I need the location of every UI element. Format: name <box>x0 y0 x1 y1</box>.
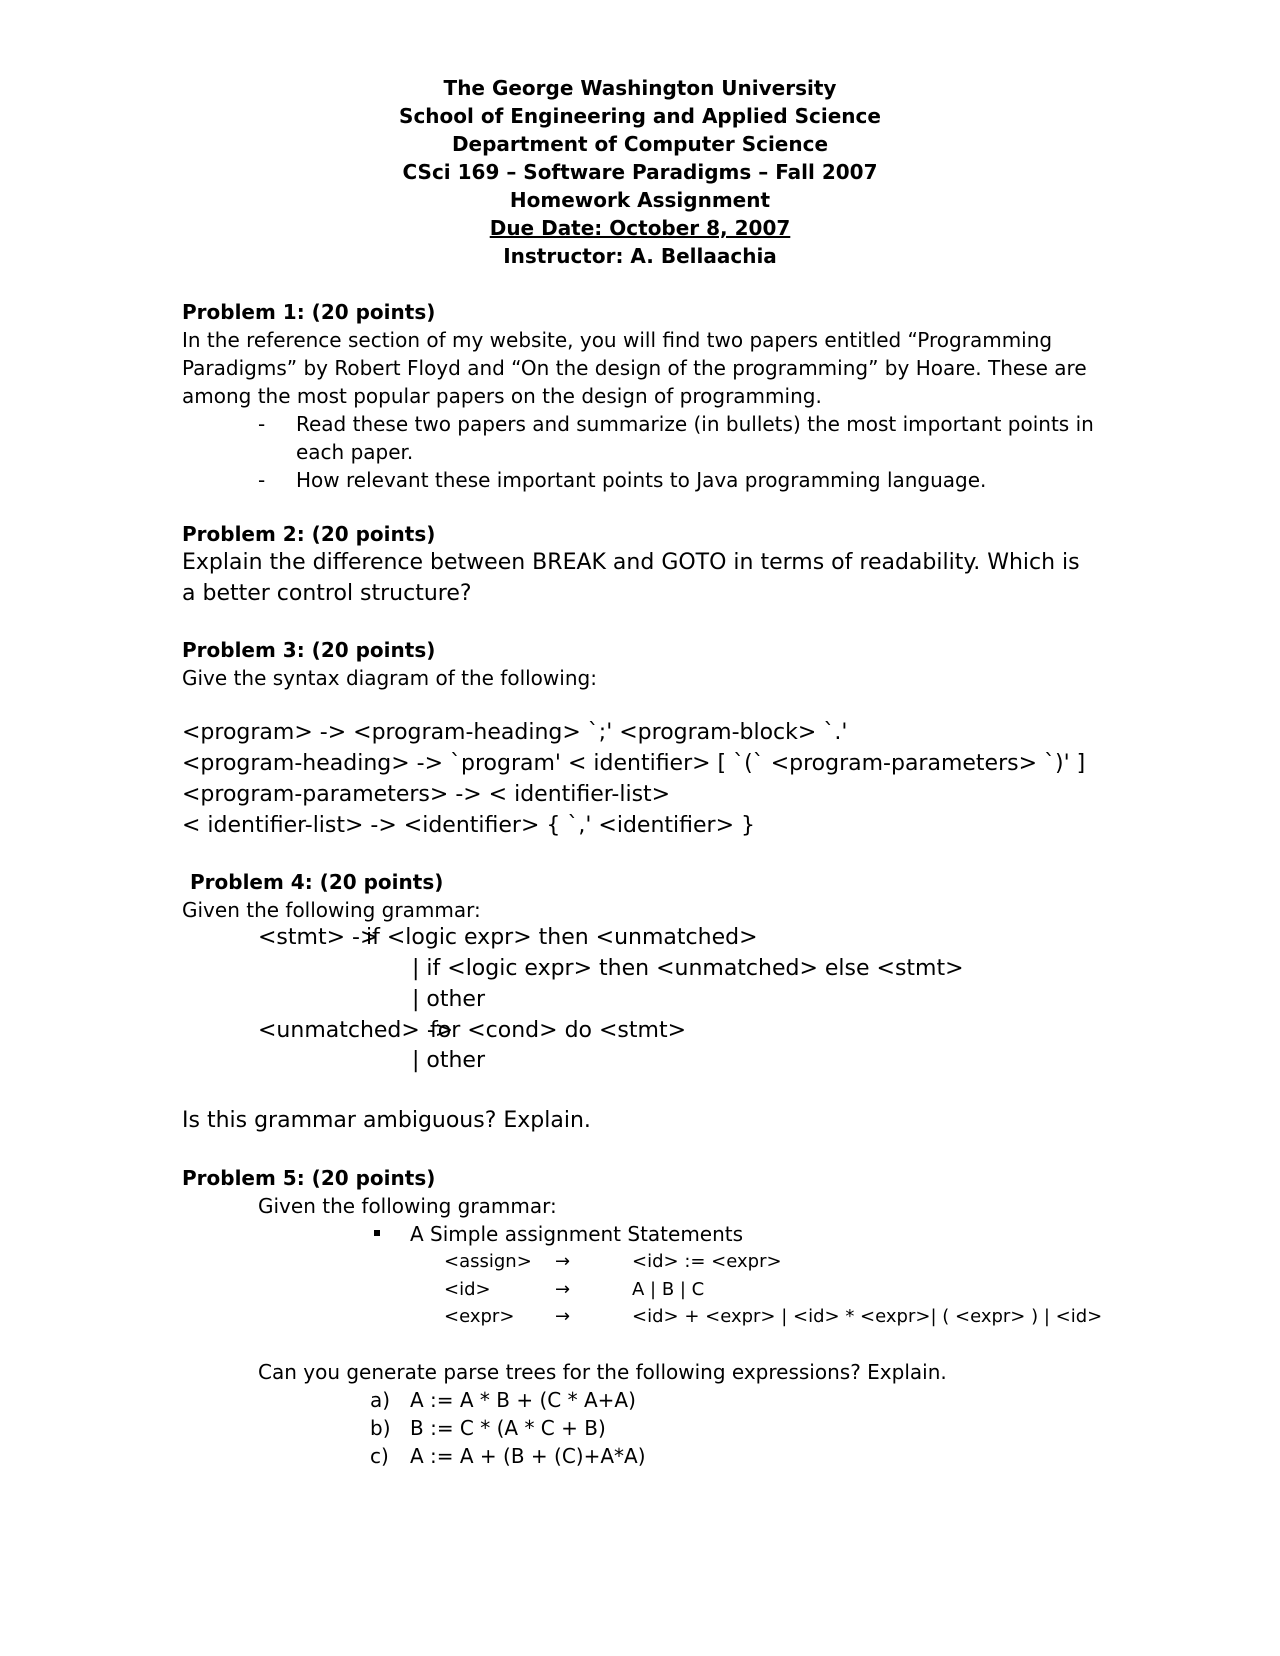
due-date-row <box>0 216 1280 240</box>
problem-2-text-line: Explain the difference between BREAK and GOTO in terms of readability. Which is <box>182 550 1080 575</box>
grammar-rule: <program-heading> -> `program' < identifier> [ `(` <program-parameters> `)' ] <box>182 751 1086 776</box>
document-type: Homework Assignment <box>509 188 771 212</box>
square-bullet-icon <box>374 1230 380 1236</box>
department-name: Department of Computer Science <box>451 132 829 156</box>
grammar-alternative: | other <box>412 1048 486 1073</box>
problem-1-bullet-1-cont: each paper. <box>296 440 414 464</box>
production-arrow: → <box>555 1251 571 1272</box>
problem-1-text-line: among the most popular papers on the design of programming. <box>182 384 822 408</box>
problem-2-text-line: a better control structure? <box>182 581 472 606</box>
grammar-rule: < identifier-list> -> <identifier> { `,' <identifier> } <box>182 813 755 838</box>
item-expression: A := A + (B + (C)+A*A) <box>410 1444 646 1468</box>
production-rhs: A | B | C <box>632 1279 705 1300</box>
problem-5-title: Problem 5: (20 points) <box>182 1166 436 1190</box>
problem-1-title: Problem 1: (20 points) <box>182 300 436 324</box>
grammar-alternative: | if <logic expr> then <unmatched> else <stmt> <box>412 956 964 981</box>
problem-1-text-line: Paradigms” by Robert Floyd and “On the design of the programming” by Hoare. These are <box>182 356 1087 380</box>
production-rhs: <id> := <expr> <box>632 1251 782 1272</box>
item-label: a) <box>370 1388 391 1412</box>
problem-1-bullet-2: How relevant these important points to Java programming language. <box>296 468 987 492</box>
due-date: Due Date: October 8, 2007 <box>489 216 791 240</box>
dash-bullet: - <box>258 412 266 436</box>
production-rhs: <id> + <expr> | <id> * <expr>| ( <expr> ) | <id> <box>632 1306 1103 1327</box>
production-lhs: <expr> <box>444 1306 515 1327</box>
problem-2-title: Problem 2: (20 points) <box>182 522 436 546</box>
production-arrow: → <box>555 1279 571 1300</box>
instructor: Instructor: A. Bellaachia <box>503 244 777 268</box>
grammar-alternative: | other <box>412 987 486 1012</box>
problem-5-bullet: A Simple assignment Statements <box>410 1222 744 1246</box>
problem-4-question: Is this grammar ambiguous? Explain. <box>182 1108 591 1133</box>
university-name: The George Washington University <box>443 76 837 100</box>
course-title: CSci 169 – Software Paradigms – Fall 2007 <box>402 160 878 184</box>
item-expression: B := C * (A * C + B) <box>410 1416 606 1440</box>
grammar-rhs: for <cond> do <stmt> <box>430 1018 686 1043</box>
problem-4-title: Problem 4: (20 points) <box>190 870 444 894</box>
problem-5-question: Can you generate parse trees for the following expressions? Explain. <box>258 1360 947 1384</box>
grammar-rhs: if <logic expr> then <unmatched> <box>366 925 758 950</box>
production-arrow: → <box>555 1306 571 1327</box>
problem-5-intro: Given the following grammar: <box>258 1194 557 1218</box>
problem-1-bullet-1: Read these two papers and summarize (in bullets) the most important points in <box>296 412 1094 436</box>
problem-3-intro: Give the syntax diagram of the following: <box>182 666 597 690</box>
problem-1-text-line: In the reference section of my website, you will find two papers entitled “Programming <box>182 328 1053 352</box>
school-name: School of Engineering and Applied Science <box>399 104 881 128</box>
grammar-lhs: <unmatched> -> <box>258 1018 454 1043</box>
production-lhs: <id> <box>444 1279 491 1300</box>
dash-bullet: - <box>258 468 266 492</box>
production-lhs: <assign> <box>444 1251 532 1272</box>
problem-3-title: Problem 3: (20 points) <box>182 638 436 662</box>
problem-4-intro: Given the following grammar: <box>182 898 481 922</box>
item-label: b) <box>370 1416 391 1440</box>
item-label: c) <box>370 1444 389 1468</box>
grammar-rule: <program-parameters> -> < identifier-list> <box>182 782 671 807</box>
grammar-lhs: <stmt> -> <box>258 925 379 950</box>
grammar-rule: <program> -> <program-heading> `;' <program-block> `.' <box>182 720 848 745</box>
item-expression: A := A * B + (C * A+A) <box>410 1388 636 1412</box>
